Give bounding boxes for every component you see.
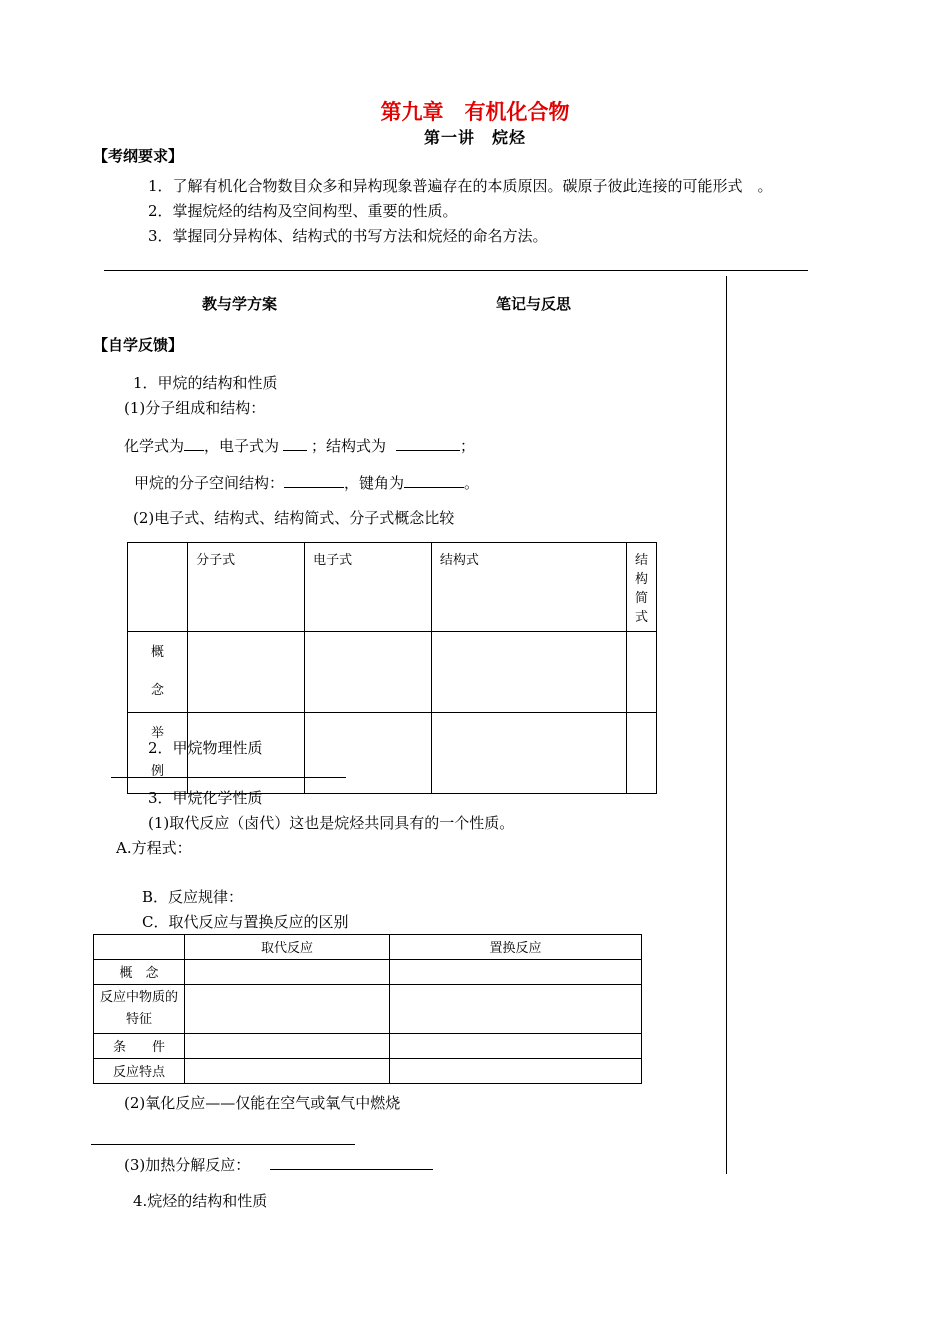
lesson-subtitle: 第一讲 烷烃 xyxy=(423,128,526,147)
table-cell[interactable] xyxy=(185,960,390,985)
section-1-2: (2)电子式、结构式、结构简式、分子式概念比较 xyxy=(133,509,455,527)
section-3-3: (3)加热分解反应： xyxy=(124,1156,251,1174)
selfstudy-heading: 【自学反馈】 xyxy=(93,336,184,354)
spatial-label-1: 甲烷的分子空间结构： xyxy=(134,474,285,492)
table-cell[interactable] xyxy=(390,1059,642,1084)
table-corner-cell xyxy=(94,935,185,960)
outline-item-2: 2．掌握烷烃的结构及空间构型、重要的性质。 xyxy=(148,202,458,220)
table-corner-cell xyxy=(128,543,188,632)
table-cell[interactable] xyxy=(185,1059,390,1084)
table-cell[interactable] xyxy=(626,713,656,794)
section-3-title: 3．甲烷化学性质 xyxy=(148,789,263,807)
reaction-comparison-table xyxy=(93,934,642,1084)
column-header-left: 教与学方案 xyxy=(202,295,278,313)
answer-line-decomposition[interactable] xyxy=(270,1169,433,1170)
section-3-b: B．反应规律： xyxy=(142,888,244,906)
table-cell[interactable] xyxy=(390,985,642,1034)
section-3-1: (1)取代反应（卤代）这也是烷烃共同具有的一个性质。 xyxy=(148,814,515,832)
column-divider xyxy=(726,276,727,1174)
row-label-characteristic: 反应特点 xyxy=(94,1059,185,1084)
bond-angle-blank[interactable] xyxy=(404,473,464,488)
outline-heading: 【考纲要求】 xyxy=(93,147,184,165)
row-label-concept-1: 概 xyxy=(151,645,165,660)
column-header-right: 笔记与反思 xyxy=(496,295,572,313)
electronic-formula-blank[interactable] xyxy=(283,436,307,451)
section-3-2: (2)氧化反应——仅能在空气或氧气中燃烧 xyxy=(124,1094,401,1112)
table-header-structural: 结构式 xyxy=(431,543,626,632)
section-4-title: 4.烷烃的结构和性质 xyxy=(133,1192,268,1210)
row-label-feature: 反应中物质的特征 xyxy=(94,985,185,1034)
formula-blank[interactable] xyxy=(184,436,204,451)
structural-formula-blank[interactable] xyxy=(396,436,460,451)
formula-label-4: ； xyxy=(460,437,476,455)
table-cell[interactable] xyxy=(185,985,390,1034)
section-divider xyxy=(104,270,808,271)
row-label-concept: 概 念 xyxy=(94,960,185,985)
table-cell[interactable] xyxy=(431,713,626,794)
table-header-electronic: 电子式 xyxy=(305,543,432,632)
table-cell[interactable] xyxy=(390,1034,642,1059)
spatial-structure-blank[interactable] xyxy=(284,473,344,488)
spatial-label-3: 。 xyxy=(464,474,480,492)
table-cell[interactable] xyxy=(390,960,642,985)
formula-line xyxy=(124,435,475,456)
table-cell[interactable] xyxy=(305,632,432,713)
row-label-concept-2: 念 xyxy=(151,683,165,698)
spatial-label-2: ，键角为 xyxy=(344,474,405,492)
table-cell[interactable] xyxy=(188,632,305,713)
table-cell[interactable] xyxy=(626,632,656,713)
row-label-concept xyxy=(128,632,188,713)
table-header-molecular: 分子式 xyxy=(188,543,305,632)
table-cell[interactable] xyxy=(305,713,432,794)
outline-item-3: 3．掌握同分异构体、结构式的书写方法和烷烃的命名方法。 xyxy=(148,227,548,245)
answer-line-oxidation[interactable] xyxy=(91,1144,355,1145)
section-3-a: A.方程式： xyxy=(116,839,192,857)
table-header-substitution: 取代反应 xyxy=(185,935,390,960)
section-1-1: (1)分子组成和结构： xyxy=(124,399,266,417)
table-header-condensed: 结构简式 xyxy=(626,543,656,632)
formula-label-3: ；结构式为 xyxy=(311,437,387,455)
table-cell[interactable] xyxy=(431,632,626,713)
row-label-condition: 条 件 xyxy=(94,1034,185,1059)
section-3-c: C．取代反应与置换反应的区别 xyxy=(142,913,349,931)
answer-line-physical[interactable] xyxy=(111,777,346,778)
table-cell[interactable] xyxy=(185,1034,390,1059)
row-label-example-1: 举 xyxy=(151,726,165,741)
spatial-line xyxy=(134,472,479,493)
formula-label-2: ，电子式为 xyxy=(204,437,280,455)
outline-item-1: 1．了解有机化合物数目众多和异构现象普遍存在的本质原因。碳原子彼此连接的可能形式 。 xyxy=(148,177,773,195)
row-label-example-2: 例 xyxy=(151,764,165,779)
table-header-replacement: 置换反应 xyxy=(390,935,642,960)
section-2-title: 2．甲烷物理性质 xyxy=(148,739,263,757)
formula-label-1: 化学式为 xyxy=(124,437,185,455)
section-1-title: 1．甲烷的结构和性质 xyxy=(133,374,278,392)
chapter-title: 第九章 有机化合物 xyxy=(380,99,570,124)
